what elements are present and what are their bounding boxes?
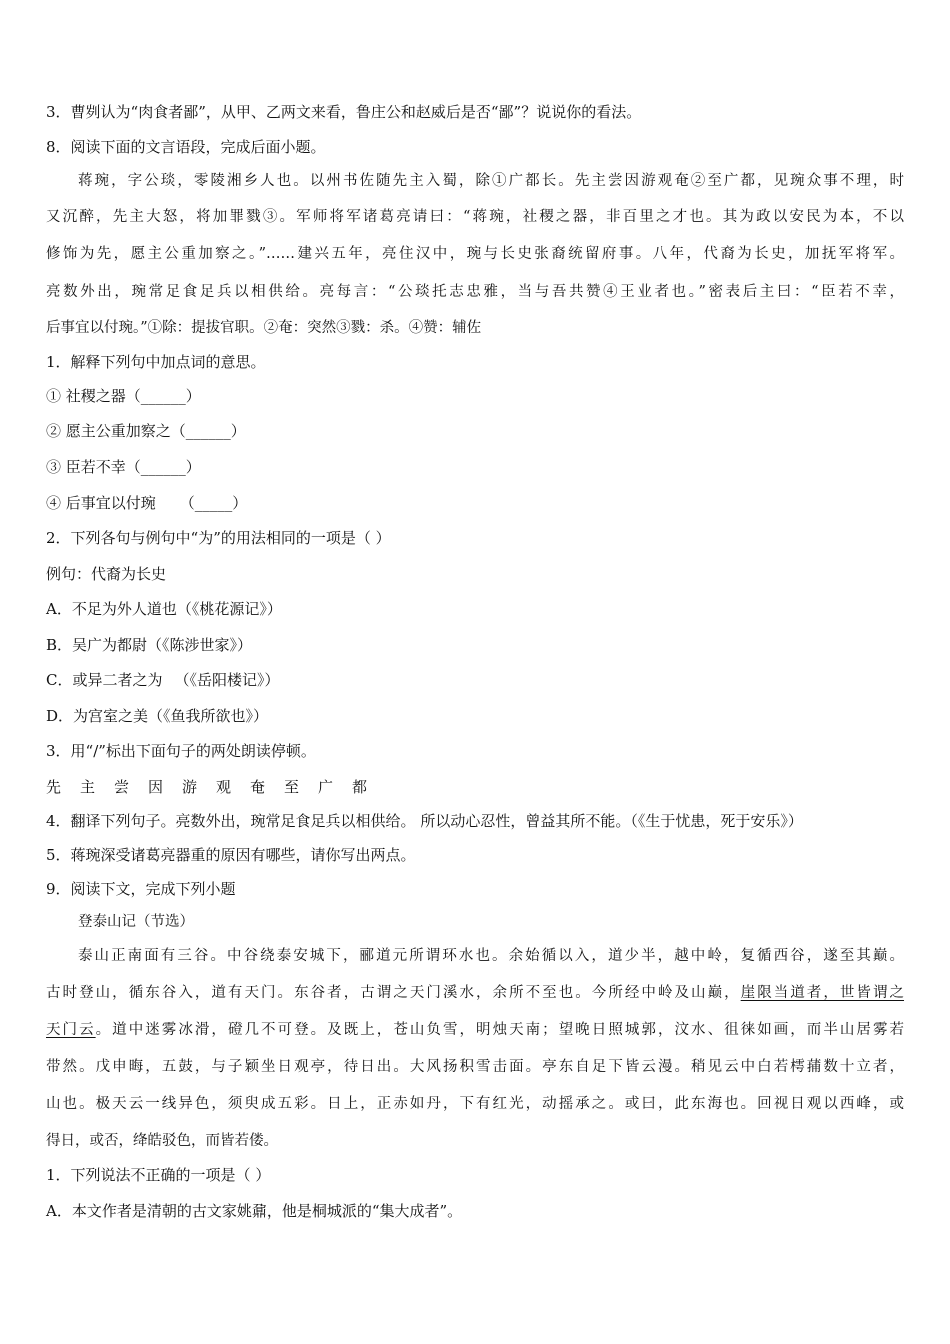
passage2-text: 。道中迷雾冰滑，磴几不可登。及既上，苍山负雪，明烛天南；望晚日照城郭，汶水、徂徕如画，而半山居雾若 bbox=[95, 1022, 905, 1038]
underlined-phrase: 崖限当道者，世皆谓之 bbox=[740, 985, 905, 1001]
blank-item-2: ② 愿主公重加察之（______） bbox=[46, 422, 246, 440]
passage-title: 登泰山记（节选） bbox=[78, 914, 194, 930]
question-3-caogui: 3．曹刿认为“肉食者鄙”，从甲、乙两文来看，鲁庄公和赵威后是否“鄙”？说说你的看法。 bbox=[46, 103, 642, 121]
passage2-line bbox=[46, 1020, 904, 1040]
section-8-heading: 8．阅读下面的文言语段，完成后面小题。 bbox=[46, 138, 326, 156]
passage2-line: 山也。极天云一线异色，须臾成五彩。日上，正赤如丹，下有红光，动摇承之。或曰，此东海也。回视日观以西峰，或 bbox=[46, 1096, 904, 1112]
passage2-line bbox=[46, 983, 904, 1003]
passage2-line: 得日，或否，绛皓驳色，而皆若偻。 bbox=[46, 1133, 278, 1149]
subquestion-1: 1．解释下列句中加点词的意思。 bbox=[46, 353, 266, 371]
option-a: A．不足为外人道也（《桃花源记》） bbox=[46, 600, 282, 618]
subquestion-3: 3．用“/”标出下面句子的两处朗读停顿。 bbox=[46, 742, 316, 760]
subquestion-9-1: 1．下列说法不正确的一项是（ ） bbox=[46, 1166, 271, 1184]
passage-line: 又沉醉，先主大怒，将加罪戮③。军师将军诸葛亮请曰：“蒋琬，社稷之器，非百里之才也。其为政以安民为本，不以 bbox=[46, 209, 904, 225]
passage2-line: 泰山正南面有三谷。中谷绕泰安城下，郦道元所谓环水也。余始循以入，道少半，越中岭，复循西谷，遂至其巅。 bbox=[78, 948, 904, 964]
option-c-source: （《岳阳楼记》） bbox=[174, 671, 280, 689]
option-c bbox=[46, 670, 280, 690]
passage-line: 蒋琬，字公琰，零陵湘乡人也。以州书佐随先主入蜀，除①广都长。先主尝因游观奄②至广都，见琬众事不理，时 bbox=[78, 173, 904, 189]
passage2-line: 带然。戊申晦，五鼓，与子颖坐日观亭，待日出。大风扬积雪击面。亭东自足下皆云漫。稍见云中白若樗蒱数十立者， bbox=[46, 1059, 904, 1075]
subquestion-2: 2．下列各句与例句中“为”的用法相同的一项是（ ） bbox=[46, 529, 391, 547]
passage-line: 修饰为先，愿主公重加察之。”……建兴五年，亮住汉中，琬与长史张裔统留府事。八年，代裔为长史，加抚军将军。 bbox=[46, 246, 904, 262]
blank-item-4-text: ④ 后事宜以付琬 bbox=[46, 494, 156, 512]
passage-line-with-notes: 后事宜以付琬。”①除：提拔官职。②奄：突然③戮：杀。④赞：辅佐 bbox=[46, 320, 482, 336]
subquestion-4: 4．翻译下列句子。亮数外出，琬常足食足兵以相供给。 所以动心忍性，曾益其所不能。（《生于忧患，死于安乐》） bbox=[46, 812, 803, 830]
example-sentence: 例句：代裔为长史 bbox=[46, 565, 167, 583]
option-d: D．为宫室之美（《鱼我所欲也》） bbox=[46, 707, 269, 725]
section-9-heading: 9．阅读下文，完成下列小题 bbox=[46, 880, 236, 898]
option-c-text: C．或异二者之为 bbox=[46, 671, 163, 689]
passage2-text: 古时登山，循东谷入，道有天门。东谷者，古谓之天门溪水，余所不至也。今所经中岭及山巅， bbox=[46, 985, 741, 1001]
subquestion-5: 5．蒋琬深受诸葛亮器重的原因有哪些，请你写出两点。 bbox=[46, 846, 416, 864]
blank-item-4 bbox=[46, 493, 247, 513]
passage-line: 亮数外出，琬常足食足兵以相供给。亮每言：“公琰托志忠雅，当与吾共赞④王业者也。”密表后主曰：“臣若不幸， bbox=[46, 284, 904, 300]
option-b: B．吴广为都尉（《陈涉世家》） bbox=[46, 636, 253, 654]
blank-item-1: ① 社稷之器（______） bbox=[46, 387, 201, 405]
blank-item-4-blank: （_____） bbox=[179, 494, 248, 512]
underlined-phrase-end: 天门云 bbox=[46, 1022, 96, 1038]
option-9-a: A．本文作者是清朝的古文家姚鼐，他是桐城派的“集大成者”。 bbox=[46, 1202, 463, 1220]
blank-item-3: ③ 臣若不幸（______） bbox=[46, 458, 201, 476]
pause-sentence: 先主尝因游观奄至广都 bbox=[46, 778, 387, 796]
